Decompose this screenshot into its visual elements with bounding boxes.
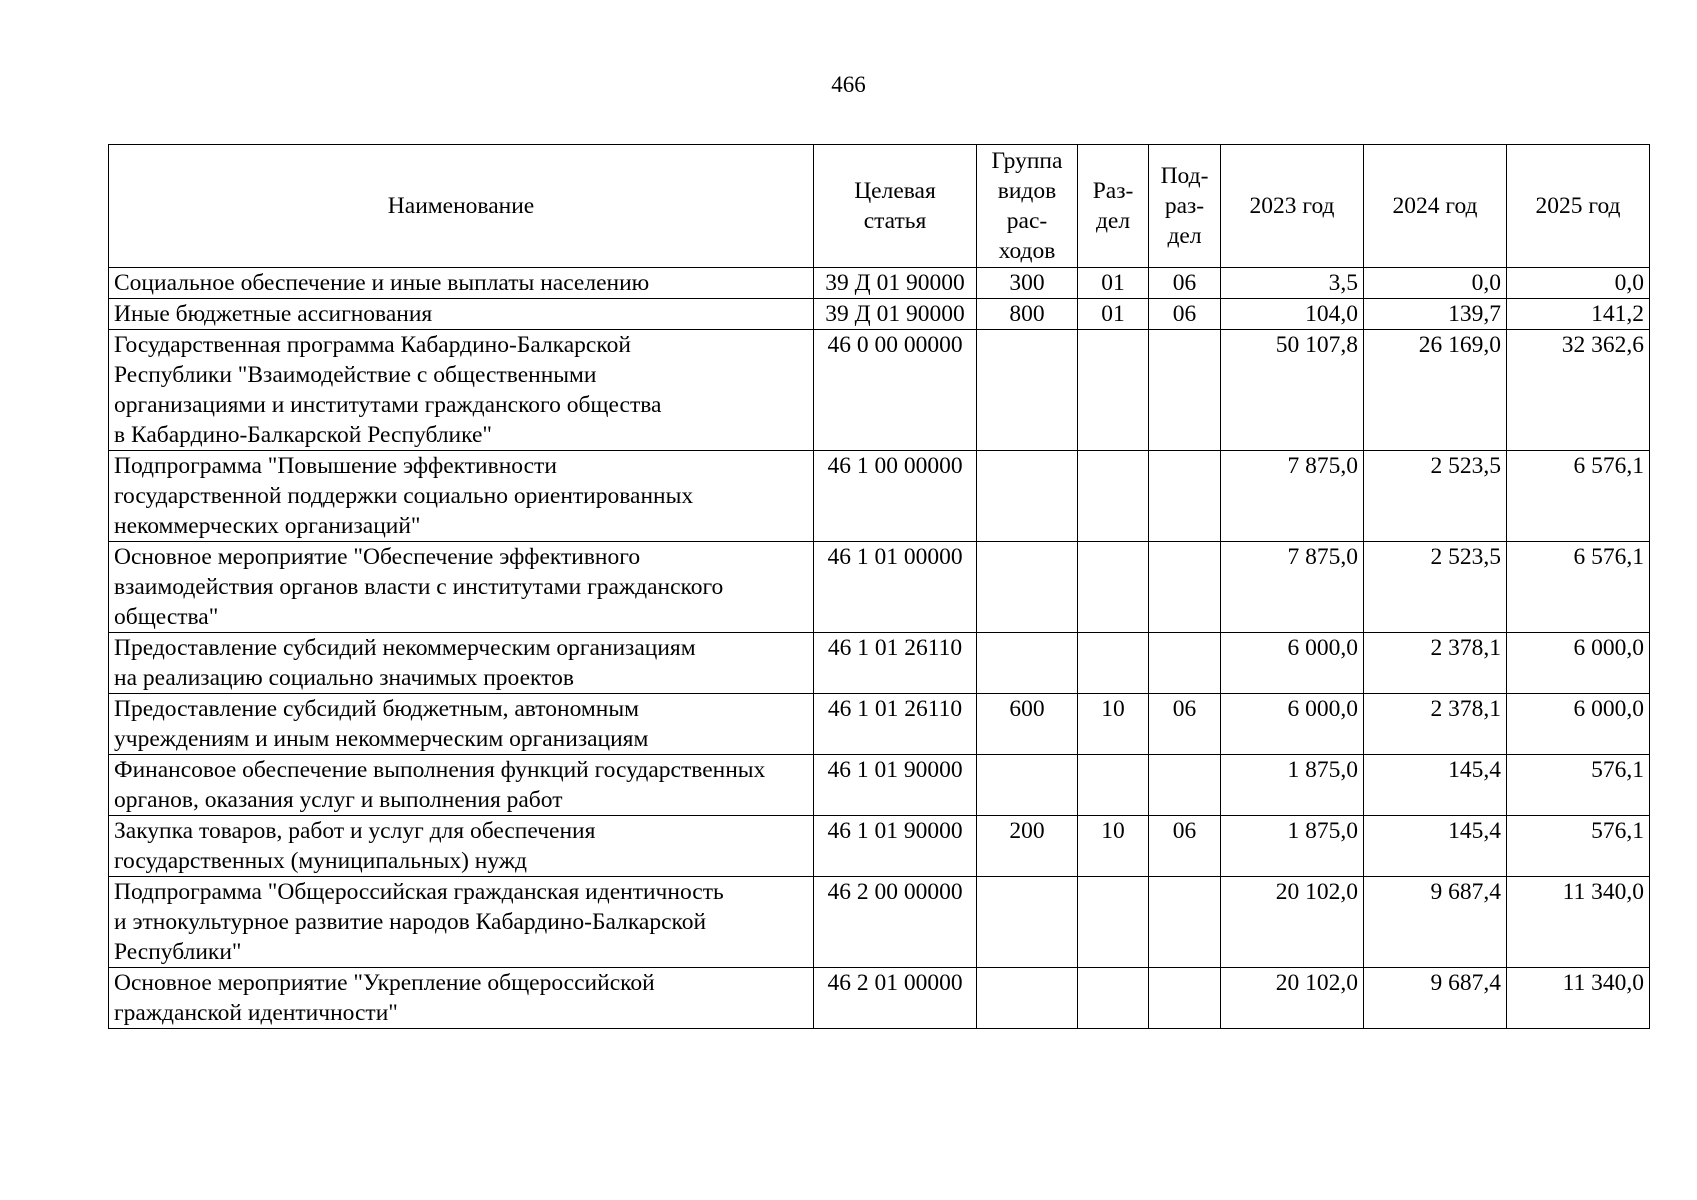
cell-2024-text: 2 523,5 [1430,544,1501,570]
cell-2024 [1364,816,1507,877]
cell-2023 [1221,694,1364,755]
cell-2024 [1364,694,1507,755]
cell-2025-text: 0,0 [1614,270,1644,296]
cell-name-text: Социальное обеспечение и иные выплаты населению [114,270,650,296]
table-row [109,968,1650,1029]
cell-2023-text: 7 875,0 [1287,453,1358,479]
cell-name [109,816,814,877]
cell-2024 [1364,755,1507,816]
header-target: Целевая статья [814,145,977,268]
table-row [109,694,1650,755]
budget-table [108,144,1650,1029]
cell-group [977,542,1078,633]
cell-2025-text: 6 576,1 [1573,544,1644,570]
table-row [109,330,1650,451]
cell-name-text: Финансовое обеспечение выполнения функций государственных органов, оказания услуг и выполнения работ [114,757,766,813]
cell-target-text: 46 1 01 90000 [827,757,963,783]
cell-subsection-text: 06 [1172,696,1197,722]
cell-target-text: 39 Д 01 90000 [825,301,965,327]
cell-2025 [1507,542,1650,633]
table-row [109,877,1650,968]
cell-section-text: 01 [1101,270,1125,296]
cell-2023-text: 20 102,0 [1275,879,1358,905]
cell-2023 [1221,542,1364,633]
cell-target-text: 46 1 00 00000 [827,453,963,479]
cell-section [1078,633,1149,694]
cell-2025 [1507,877,1650,968]
cell-name [109,755,814,816]
cell-2023 [1221,755,1364,816]
cell-2024-text: 2 378,1 [1430,635,1501,661]
cell-2024-text: 9 687,4 [1430,879,1501,905]
cell-group [977,330,1078,451]
cell-section [1078,542,1149,633]
cell-group [977,694,1078,755]
cell-2024-text: 2 378,1 [1430,696,1501,722]
cell-target-text: 39 Д 01 90000 [825,270,965,296]
cell-target-text: 46 1 01 26110 [827,635,963,661]
cell-subsection [1149,694,1221,755]
cell-2025 [1507,451,1650,542]
cell-group-text: 300 [1009,270,1045,296]
cell-subsection [1149,268,1221,299]
cell-subsection [1149,330,1221,451]
cell-2025 [1507,330,1650,451]
cell-name-text: Иные бюджетные ассигнования [114,301,433,327]
cell-section [1078,968,1149,1029]
table-row [109,816,1650,877]
cell-2024-text: 0,0 [1471,270,1501,296]
cell-section [1078,755,1149,816]
cell-target [814,268,977,299]
cell-2023-text: 20 102,0 [1275,970,1358,996]
cell-group-text: 800 [1009,301,1045,327]
cell-subsection [1149,633,1221,694]
cell-2025 [1507,694,1650,755]
cell-target [814,877,977,968]
cell-name [109,268,814,299]
cell-subsection [1149,299,1221,330]
cell-name-text: Закупка товаров, работ и услуг для обеспечения государственных (муниципальных) нужд [114,818,596,874]
cell-2025-text: 11 340,0 [1562,879,1644,905]
cell-section-text: 01 [1101,301,1125,327]
cell-target [814,633,977,694]
cell-section [1078,451,1149,542]
cell-2025 [1507,268,1650,299]
cell-subsection [1149,968,1221,1029]
cell-section [1078,299,1149,330]
cell-name [109,633,814,694]
cell-2025 [1507,299,1650,330]
cell-2025-text: 576,1 [1591,818,1644,844]
header-2024: 2024 год [1364,145,1507,268]
cell-2023-text: 1 875,0 [1287,757,1358,783]
cell-subsection [1149,755,1221,816]
cell-name [109,451,814,542]
cell-subsection-text: 06 [1172,818,1197,844]
cell-section [1078,330,1149,451]
cell-name-text: Основное мероприятие "Укрепление общероссийской гражданской идентичности" [114,970,655,1026]
cell-group [977,877,1078,968]
cell-subsection-text: 06 [1172,301,1197,327]
header-row [109,145,1650,268]
cell-2023 [1221,268,1364,299]
cell-2025-text: 576,1 [1591,757,1644,783]
cell-2023 [1221,299,1364,330]
cell-target [814,542,977,633]
cell-2023 [1221,330,1364,451]
cell-2024 [1364,451,1507,542]
cell-name-text: Подпрограмма "Повышение эффективности государственной поддержки социально ориентированных некоммерческих организаций" [114,453,694,539]
cell-2023-text: 3,5 [1328,270,1358,296]
header-2023: 2023 год [1221,145,1364,268]
cell-2024-text: 139,7 [1448,301,1501,327]
cell-subsection [1149,451,1221,542]
cell-2023 [1221,451,1364,542]
cell-subsection [1149,877,1221,968]
cell-group [977,816,1078,877]
cell-2025-text: 6 000,0 [1573,635,1644,661]
cell-target [814,694,977,755]
cell-target [814,968,977,1029]
cell-2024 [1364,542,1507,633]
cell-target-text: 46 1 01 26110 [827,696,963,722]
cell-2023 [1221,968,1364,1029]
table-row [109,451,1650,542]
cell-2025-text: 141,2 [1591,301,1644,327]
cell-name-text: Основное мероприятие "Обеспечение эффективного взаимодействия органов власти с институтами гражданского общества" [114,544,724,630]
table-row [109,633,1650,694]
cell-2025-text: 11 340,0 [1562,970,1644,996]
table-row [109,542,1650,633]
cell-2024 [1364,877,1507,968]
cell-2023-text: 50 107,8 [1275,332,1358,358]
cell-target [814,755,977,816]
cell-name [109,330,814,451]
cell-name-text: Государственная программа Кабардино-Балкарской Республики "Взаимодействие с общественными организациями и институтами гражданского общества в Кабардино-Балкарской Республике" [114,332,662,448]
cell-2023-text: 104,0 [1305,301,1358,327]
header-2025: 2025 год [1507,145,1650,268]
cell-2024 [1364,633,1507,694]
table-body [109,268,1650,1029]
cell-subsection [1149,816,1221,877]
cell-target-text: 46 2 01 00000 [827,970,963,996]
cell-group-text: 600 [1009,696,1045,722]
cell-2024-text: 145,4 [1448,818,1501,844]
cell-target-text: 46 1 01 90000 [827,818,963,844]
header-name: Наименование [109,145,814,268]
cell-2023-text: 1 875,0 [1287,818,1358,844]
cell-name-text: Подпрограмма "Общероссийская гражданская идентичность и этнокультурное развитие народов Кабардино-Балкарской Республики" [114,879,724,965]
cell-2025 [1507,633,1650,694]
cell-target [814,816,977,877]
cell-2025-text: 32 362,6 [1561,332,1644,358]
cell-subsection [1149,542,1221,633]
cell-2025 [1507,968,1650,1029]
table-row [109,755,1650,816]
cell-2025 [1507,755,1650,816]
cell-section-text: 10 [1101,696,1125,722]
cell-2024 [1364,299,1507,330]
cell-2024-text: 145,4 [1448,757,1501,783]
cell-2023-text: 6 000,0 [1287,635,1358,661]
cell-2023 [1221,877,1364,968]
cell-section [1078,268,1149,299]
cell-target [814,451,977,542]
header-subsection: Под- раз- дел [1149,145,1221,268]
cell-name [109,877,814,968]
header-group: Группа видов рас- ходов [977,145,1078,268]
cell-2024-text: 26 169,0 [1418,332,1501,358]
cell-2023 [1221,816,1364,877]
cell-name [109,542,814,633]
cell-group [977,968,1078,1029]
cell-name [109,299,814,330]
cell-name-text: Предоставление субсидий бюджетным, автономным учреждениям и иным некоммерческим организациям [114,696,649,752]
cell-target-text: 46 2 00 00000 [827,879,963,905]
cell-2024 [1364,268,1507,299]
table-row [109,299,1650,330]
cell-section [1078,694,1149,755]
cell-2024-text: 9 687,4 [1430,970,1501,996]
cell-section [1078,877,1149,968]
cell-group-text: 200 [1009,818,1045,844]
cell-name-text: Предоставление субсидий некоммерческим организациям на реализацию социально значимых проектов [114,635,696,691]
cell-2025 [1507,816,1650,877]
cell-section-text: 10 [1101,818,1125,844]
cell-2025-text: 6 000,0 [1573,696,1644,722]
cell-target [814,330,977,451]
table-row [109,268,1650,299]
cell-group [977,633,1078,694]
cell-2024-text: 2 523,5 [1430,453,1501,479]
cell-2025-text: 6 576,1 [1573,453,1644,479]
cell-subsection-text: 06 [1172,270,1197,296]
cell-2024 [1364,330,1507,451]
cell-group [977,451,1078,542]
cell-group [977,268,1078,299]
page-number: 466 [831,72,866,97]
cell-target-text: 46 1 01 00000 [827,544,963,570]
cell-target [814,299,977,330]
cell-2024 [1364,968,1507,1029]
cell-name [109,694,814,755]
cell-2023-text: 7 875,0 [1287,544,1358,570]
header-section: Раз- дел [1078,145,1149,268]
cell-name [109,968,814,1029]
cell-group [977,299,1078,330]
cell-target-text: 46 0 00 00000 [827,332,963,358]
cell-section [1078,816,1149,877]
cell-group [977,755,1078,816]
cell-2023-text: 6 000,0 [1287,696,1358,722]
cell-2023 [1221,633,1364,694]
